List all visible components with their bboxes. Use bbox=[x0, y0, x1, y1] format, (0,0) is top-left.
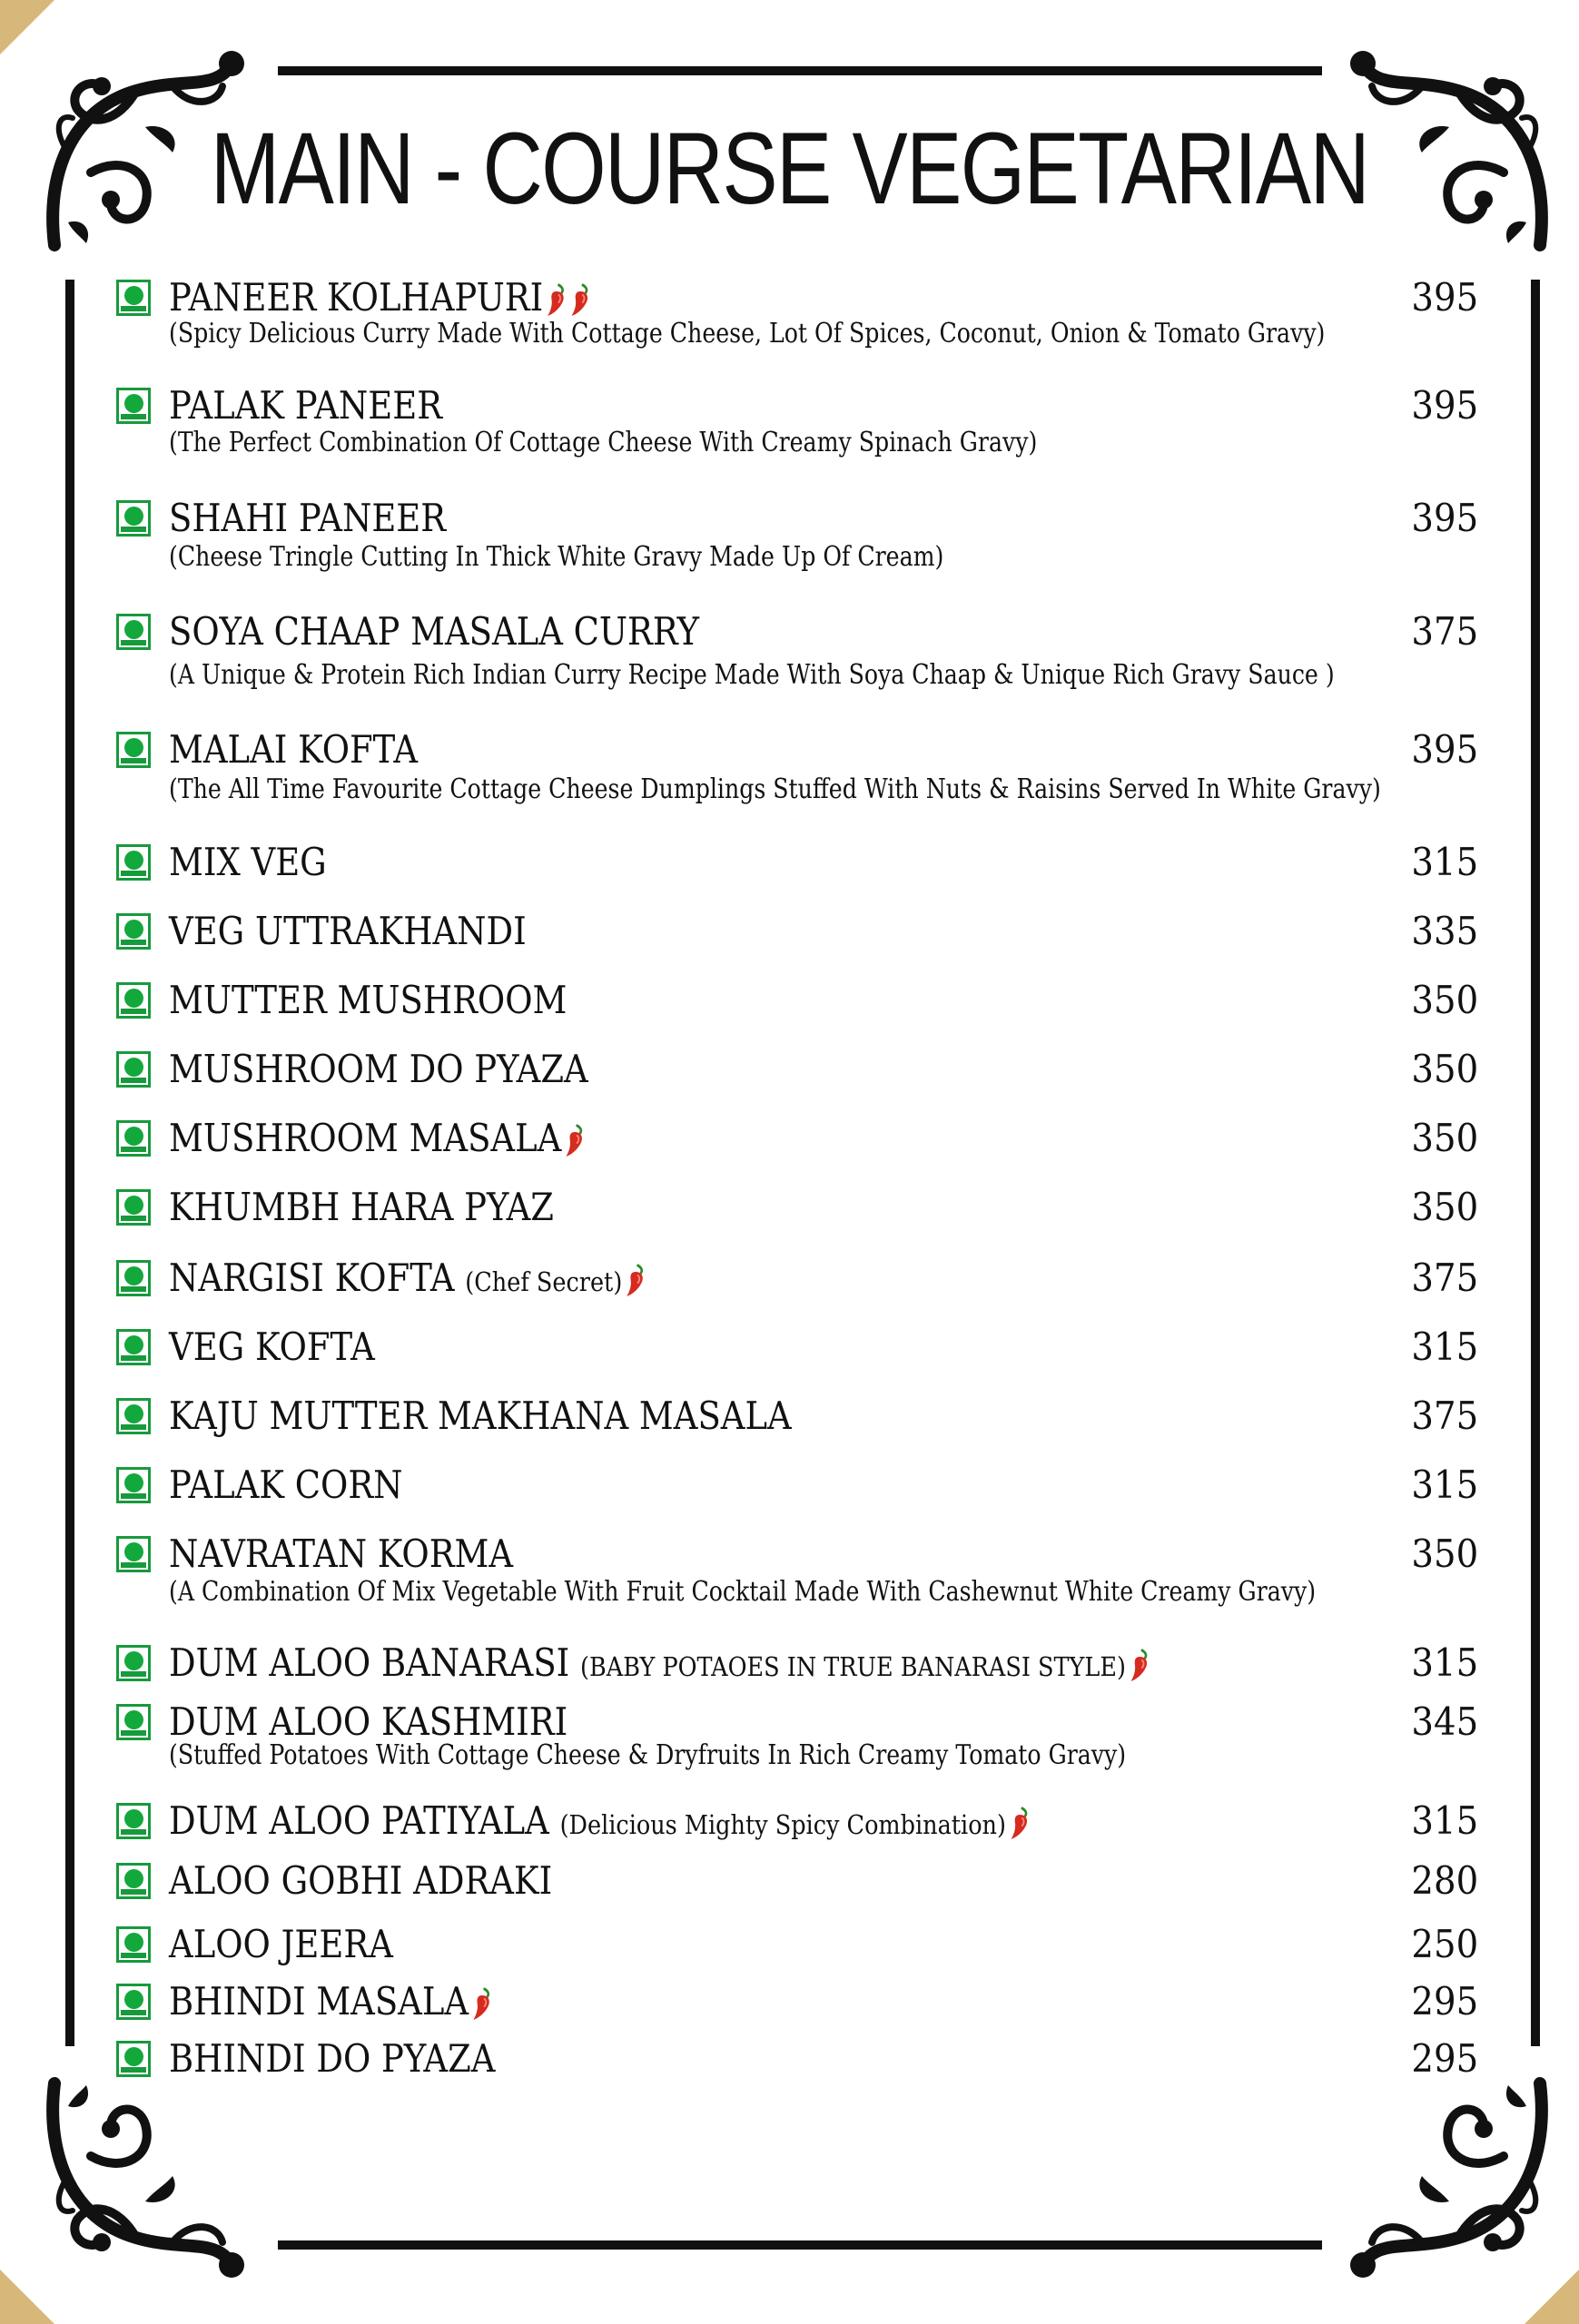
menu-item-price: 315 bbox=[1411, 1324, 1478, 1369]
menu-item-description: (Cheese Tringle Cutting In Thick White Gravy Made Up Of Cream) bbox=[169, 541, 944, 573]
menu-item-title: SHAHI PANEER bbox=[169, 496, 447, 540]
menu-item-name bbox=[169, 1641, 1150, 1689]
menu-item-name bbox=[169, 497, 446, 540]
menu-item-name bbox=[169, 1980, 492, 2024]
veg-dot bbox=[124, 394, 143, 413]
menu-item-title: VEG KOFTA bbox=[169, 1324, 375, 1369]
vegetarian-mark-icon bbox=[116, 1189, 151, 1226]
veg-dot bbox=[124, 1058, 143, 1077]
menu-item-price: 335 bbox=[1411, 909, 1478, 953]
veg-dot bbox=[124, 286, 143, 305]
chili-pepper-icon bbox=[626, 1264, 646, 1298]
menu-item-name bbox=[169, 1048, 588, 1091]
menu-item-name bbox=[169, 2037, 495, 2081]
menu-item-price: 315 bbox=[1411, 1798, 1478, 1843]
veg-dot bbox=[124, 851, 143, 870]
menu-item-description: (A Combination Of Mix Vegetable With Fruit Cocktail Made With Cashewnut White Creamy Gravy) bbox=[169, 1576, 1317, 1608]
menu-item-title: DUM ALOO KASHMIRI bbox=[169, 1699, 568, 1744]
menu-item-name bbox=[169, 1923, 393, 1966]
menu-item-name bbox=[169, 910, 527, 953]
menu-item-price: 315 bbox=[1411, 1640, 1478, 1685]
vegetarian-mark-icon bbox=[116, 732, 151, 768]
menu-item-title: BHINDI DO PYAZA bbox=[169, 2036, 496, 2081]
veg-dot bbox=[124, 1266, 143, 1285]
veg-label-strip bbox=[121, 1424, 146, 1430]
left-border-rule bbox=[65, 280, 74, 2046]
menu-item-name bbox=[169, 1859, 552, 1903]
menu-item-title: MIX VEG bbox=[169, 840, 327, 884]
menu-item-title: MUSHROOM MASALA bbox=[169, 1116, 562, 1160]
veg-label-strip bbox=[121, 1078, 146, 1083]
menu-item-title: NAVRATAN KORMA bbox=[169, 1531, 514, 1576]
veg-dot bbox=[124, 1869, 143, 1888]
veg-label-strip bbox=[121, 1953, 146, 1958]
menu-item-price: 350 bbox=[1411, 978, 1478, 1022]
veg-label-strip bbox=[121, 1829, 146, 1835]
vegetarian-mark-icon bbox=[116, 1645, 151, 1681]
menu-item-name bbox=[169, 1463, 403, 1507]
veg-label-strip bbox=[121, 758, 146, 763]
veg-dot bbox=[124, 1196, 143, 1215]
menu-item-name bbox=[169, 1256, 646, 1304]
menu-item-description: (The All Time Favourite Cottage Cheese Dumplings Stuffed With Nuts & Raisins Served In White Gravy) bbox=[169, 773, 1381, 805]
chili-pepper-icon bbox=[570, 283, 591, 318]
menu-item-name bbox=[169, 1532, 513, 1576]
menu-item-price: 375 bbox=[1411, 1256, 1478, 1300]
menu-item-title: MUSHROOM DO PYAZA bbox=[169, 1047, 588, 1091]
menu-item-price: 295 bbox=[1411, 2036, 1478, 2081]
vegetarian-mark-icon bbox=[116, 1120, 151, 1157]
veg-label-strip bbox=[121, 2010, 146, 2015]
veg-dot bbox=[124, 1473, 143, 1492]
menu-item bbox=[116, 2036, 1496, 2132]
vegetarian-mark-icon bbox=[116, 1260, 151, 1296]
menu-item-title: NARGISI KOFTA bbox=[169, 1256, 455, 1300]
vegetarian-mark-icon bbox=[116, 1467, 151, 1503]
menu-item-note: (BABY POTAOES IN TRUE BANARASI STYLE) bbox=[580, 1651, 1126, 1682]
menu-item-note: (Delicious Mighty Spicy Combination) bbox=[559, 1809, 1006, 1840]
menu-item-title: BHINDI MASALA bbox=[169, 1979, 469, 2024]
menu-item-price: 350 bbox=[1411, 1531, 1478, 1576]
menu-item-title: PALAK PANEER bbox=[169, 383, 443, 428]
vegetarian-mark-icon bbox=[116, 982, 151, 1019]
vegetarian-mark-icon bbox=[116, 2041, 151, 2077]
chili-pepper-icon bbox=[1009, 1807, 1030, 1841]
vegetarian-mark-icon bbox=[116, 1863, 151, 1899]
menu-item-name bbox=[169, 384, 442, 428]
menu-item-name bbox=[169, 276, 591, 320]
vegetarian-mark-icon bbox=[116, 614, 151, 650]
chili-pepper-icon bbox=[547, 283, 567, 318]
veg-label-strip bbox=[121, 1889, 146, 1895]
menu-item-title: KHUMBH HARA PYAZ bbox=[169, 1185, 554, 1229]
veg-dot bbox=[124, 738, 143, 757]
menu-item-name bbox=[169, 1799, 1030, 1846]
chili-pepper-icon bbox=[1129, 1649, 1150, 1683]
menu-item-price: 350 bbox=[1411, 1185, 1478, 1229]
menu-item-name bbox=[169, 728, 418, 772]
vegetarian-mark-icon bbox=[116, 1398, 151, 1434]
menu-item-title: VEG UTTRAKHANDI bbox=[169, 909, 527, 953]
menu-item-note: (Chef Secret) bbox=[465, 1266, 623, 1297]
menu-item-name bbox=[169, 1186, 554, 1229]
menu-item-price: 350 bbox=[1411, 1047, 1478, 1091]
menu-item-title: SOYA CHAAP MASALA CURRY bbox=[169, 609, 699, 654]
menu-item-name bbox=[169, 979, 567, 1022]
menu-item-price: 280 bbox=[1411, 1858, 1478, 1903]
veg-dot bbox=[124, 1542, 143, 1561]
veg-label-strip bbox=[121, 1562, 146, 1568]
menu-item-title: ALOO JEERA bbox=[169, 1922, 393, 1966]
menu-item-price: 295 bbox=[1411, 1979, 1478, 2024]
vegetarian-mark-icon bbox=[116, 1329, 151, 1365]
veg-dot bbox=[124, 1933, 143, 1952]
menu-item-price: 395 bbox=[1411, 383, 1478, 428]
vegetarian-mark-icon bbox=[116, 1803, 151, 1839]
menu-item-title: PANEER KOLHAPURI bbox=[169, 275, 544, 320]
vegetarian-mark-icon bbox=[116, 1926, 151, 1963]
veg-dot bbox=[124, 507, 143, 526]
menu-item-price: 315 bbox=[1411, 1462, 1478, 1507]
veg-dot bbox=[124, 1809, 143, 1828]
veg-label-strip bbox=[121, 1286, 146, 1292]
menu-item-title: PALAK CORN bbox=[169, 1462, 403, 1507]
chili-pepper-icon bbox=[565, 1124, 586, 1158]
menu-item-price: 395 bbox=[1411, 275, 1478, 320]
veg-dot bbox=[124, 2047, 143, 2066]
menu-item-price: 375 bbox=[1411, 609, 1478, 654]
menu-item-description: (Stuffed Potatoes With Cottage Cheese & Dryfruits In Rich Creamy Tomato Gravy) bbox=[169, 1739, 1127, 1771]
menu-item-price: 315 bbox=[1411, 840, 1478, 884]
veg-label-strip bbox=[121, 414, 146, 419]
chili-pepper-icon bbox=[472, 1987, 493, 2022]
menu-item-title: MUTTER MUSHROOM bbox=[169, 978, 567, 1022]
veg-dot bbox=[124, 1127, 143, 1146]
menu-item-title: DUM ALOO BANARASI bbox=[169, 1640, 570, 1685]
menu-item-name bbox=[169, 841, 327, 884]
vegetarian-mark-icon bbox=[116, 1704, 151, 1740]
right-border-rule bbox=[1531, 280, 1540, 2046]
menu-item-price: 395 bbox=[1411, 496, 1478, 540]
veg-label-strip bbox=[121, 1355, 146, 1361]
menu-item-name bbox=[169, 610, 699, 654]
menu-item-name bbox=[169, 1700, 567, 1744]
bottom-border-rule bbox=[278, 2240, 1322, 2250]
menu-item-description: (The Perfect Combination Of Cottage Cheese With Creamy Spinach Gravy) bbox=[169, 427, 1038, 458]
veg-dot bbox=[124, 1710, 143, 1729]
page-title: MAIN - COURSE VEGETARIAN bbox=[210, 112, 1369, 225]
menu-item-description: (A Unique & Protein Rich Indian Curry Recipe Made With Soya Chaap & Unique Rich Gravy Sauce ) bbox=[169, 659, 1335, 691]
veg-dot bbox=[124, 1404, 143, 1423]
vegetarian-mark-icon bbox=[116, 1984, 151, 2020]
veg-label-strip bbox=[121, 1730, 146, 1736]
veg-label-strip bbox=[121, 940, 146, 945]
veg-label-strip bbox=[121, 1216, 146, 1221]
veg-label-strip bbox=[121, 1147, 146, 1152]
menu-item-description: (Spicy Delicious Curry Made With Cottage Cheese, Lot Of Spices, Coconut, Onion & Tomato Gravy) bbox=[169, 318, 1326, 350]
veg-label-strip bbox=[121, 1671, 146, 1677]
veg-dot bbox=[124, 1651, 143, 1670]
vegetarian-mark-icon bbox=[116, 388, 151, 424]
menu-item-name bbox=[169, 1394, 792, 1438]
veg-label-strip bbox=[121, 306, 146, 311]
menu-item-price: 250 bbox=[1411, 1922, 1478, 1966]
vegetarian-mark-icon bbox=[116, 1051, 151, 1088]
veg-label-strip bbox=[121, 640, 146, 645]
veg-label-strip bbox=[121, 1009, 146, 1014]
vegetarian-mark-icon bbox=[116, 913, 151, 950]
veg-label-strip bbox=[121, 1493, 146, 1499]
menu-item-name bbox=[169, 1325, 375, 1369]
menu-item-title: KAJU MUTTER MAKHANA MASALA bbox=[169, 1393, 792, 1438]
vegetarian-mark-icon bbox=[116, 280, 151, 316]
menu-item-name bbox=[169, 1117, 586, 1160]
veg-dot bbox=[124, 620, 143, 639]
vegetarian-mark-icon bbox=[116, 500, 151, 537]
veg-dot bbox=[124, 1335, 143, 1354]
menu-item-title: MALAI KOFTA bbox=[169, 727, 419, 772]
menu-item-title: DUM ALOO PATIYALA bbox=[169, 1798, 549, 1843]
veg-dot bbox=[124, 920, 143, 939]
top-border-rule bbox=[278, 66, 1322, 75]
veg-label-strip bbox=[121, 2067, 146, 2073]
vegetarian-mark-icon bbox=[116, 844, 151, 881]
vegetarian-mark-icon bbox=[116, 1536, 151, 1572]
veg-dot bbox=[124, 1990, 143, 2009]
menu-item-price: 375 bbox=[1411, 1393, 1478, 1438]
menu-item-price: 345 bbox=[1411, 1699, 1478, 1744]
menu-item-price: 350 bbox=[1411, 1116, 1478, 1160]
menu-item-price: 395 bbox=[1411, 727, 1478, 772]
veg-dot bbox=[124, 989, 143, 1008]
veg-label-strip bbox=[121, 527, 146, 532]
veg-label-strip bbox=[121, 871, 146, 876]
menu-item-title: ALOO GOBHI ADRAKI bbox=[169, 1858, 553, 1903]
